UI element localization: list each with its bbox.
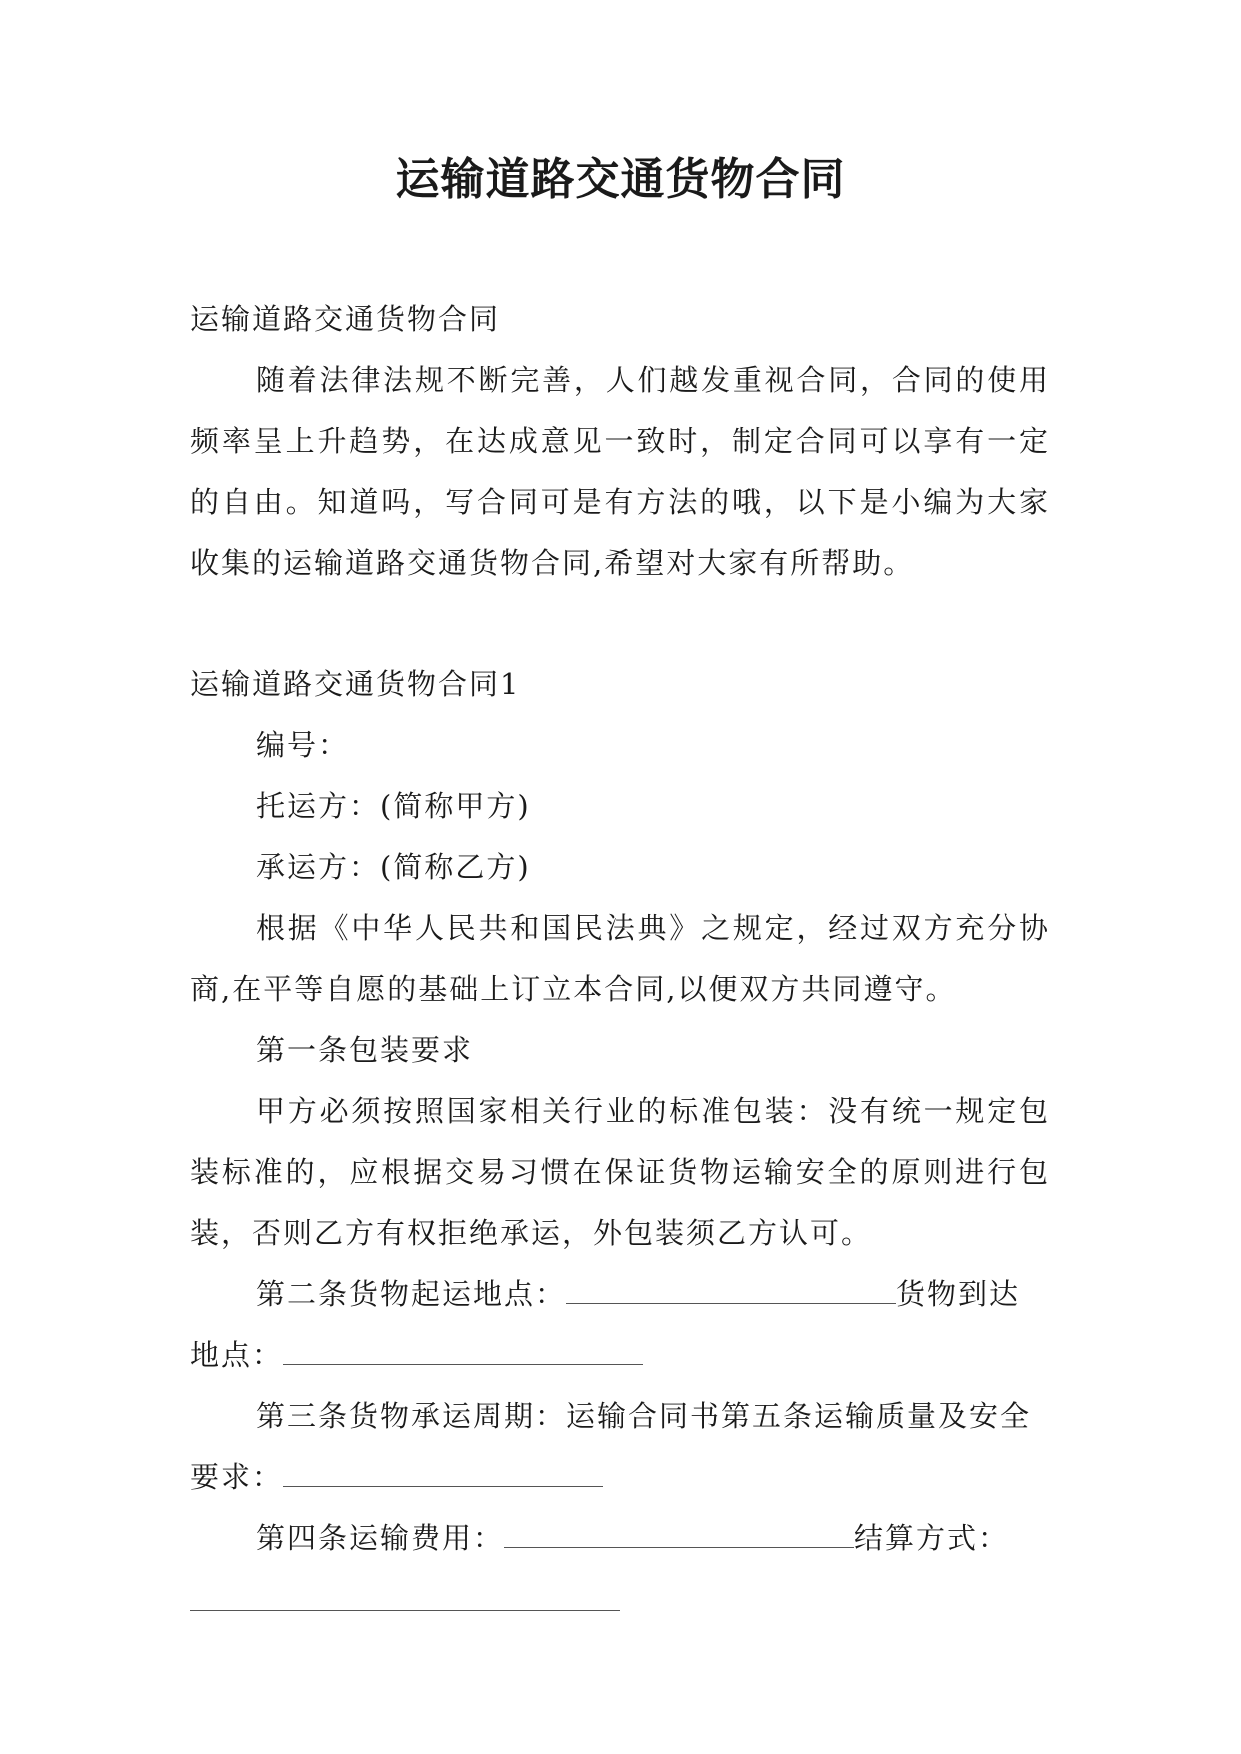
article3-text: 第三条货物承运周期：运输合同书第五条运输质量及安全要求： <box>190 1399 1032 1494</box>
intro-paragraph: 随着法律法规不断完善，人们越发重视合同，合同的使用频率呈上升趋势，在达成意见一致时，制定合同可以享有一定的自由。知道吗，写合同可是有方法的哦，以下是小编为大家收集的运输道路交通货物合同,希望对大家有所帮助。 <box>190 363 1050 580</box>
spacer <box>190 594 1050 654</box>
document-title: 运输道路交通货物合同 <box>395 154 846 205</box>
subtitle: 运输道路交通货物合同 <box>190 302 501 336</box>
settlement-blank <box>190 1609 620 1611</box>
article2-destination-label: 货物到达地点： <box>190 1277 1021 1372</box>
document-body <box>190 289 1050 1611</box>
carrier-label: 承运方：(简称乙方) <box>256 850 531 884</box>
article2-paragraph <box>190 1264 1050 1386</box>
article2-origin-label: 第二条货物起运地点： <box>256 1277 567 1311</box>
number-label: 编号： <box>256 728 350 762</box>
article1-body: 甲方必须按照国家相关行业的标准包装：没有统一规定包装标准的，应根据交易习惯在保证货物运输安全的原则进行包装，否则乙方有权拒绝承运，外包装须乙方认可。 <box>190 1094 1050 1250</box>
fee-blank <box>504 1521 854 1548</box>
safety-blank <box>283 1460 603 1487</box>
article4-settlement-label: 结算方式： <box>854 1521 1010 1555</box>
basis-paragraph: 根据《中华人民共和国民法典》之规定，经过双方充分协商,在平等自愿的基础上订立本合同,以便双方共同遵守。 <box>190 911 1050 1006</box>
destination-blank <box>283 1338 643 1365</box>
origin-blank <box>566 1277 896 1304</box>
article3-paragraph <box>190 1386 1050 1508</box>
section-heading: 运输道路交通货物合同1 <box>190 667 521 701</box>
article1-title: 第一条包装要求 <box>256 1033 474 1067</box>
article4-paragraph <box>190 1508 1050 1569</box>
shipper-label: 托运方：(简称甲方) <box>256 789 531 823</box>
article4-fee-label: 第四条运输费用： <box>256 1521 505 1555</box>
